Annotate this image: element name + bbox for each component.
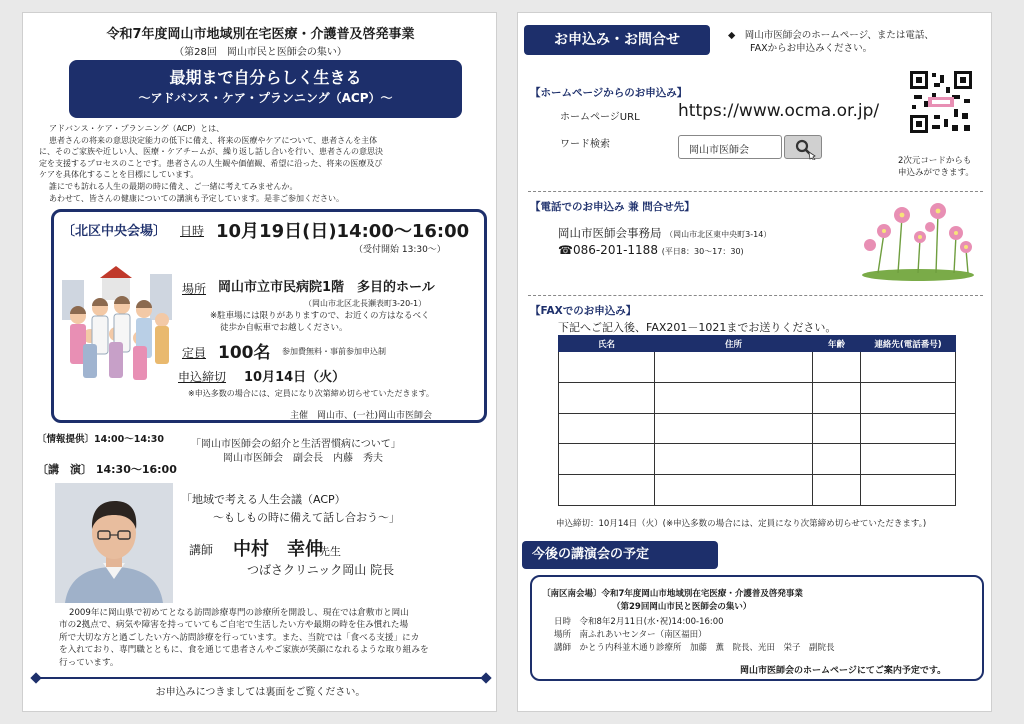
info-session-label: 〔情報提供〕14:00～14:30 [37,434,164,445]
theme-main: 最期まで自分らしく生きる [169,68,362,87]
office-name [558,225,771,241]
search-input[interactable]: 岡山市医師会 [678,135,782,159]
age-cell[interactable] [813,444,861,475]
hp-section-label: 【ホームページからのお申込み】 [530,87,688,99]
qr-note-line: 2次元コードからも [898,156,972,166]
intro-line: 誰にでも訪れる人生の最期の時に備え、ご一緒に考えてみませんか。 [49,181,298,191]
office-title: 岡山市医師会事務局 [558,226,662,240]
capacity-note: 参加費無料・事前参加申込制 [282,347,386,356]
address-cell[interactable] [655,352,813,383]
bio-line: 2009年に岡山県で初めてとなる訪問診療専門の診療所を開設し、現在では倉敷市と岡山 [69,608,409,618]
name-cell[interactable] [559,475,655,506]
lecturer-honorific: 先生 [319,545,341,558]
search-label: ワード検索 [560,139,610,150]
section-divider [528,295,983,296]
date-label: 日時 [180,224,205,238]
lecturer-name: 中村 幸伸 [233,539,323,560]
capacity-value: 100名 [218,343,271,363]
info-session-title: 「岡山市医師会の紹介と生活習慣病について」 [191,439,401,450]
phone-hours: (平日8：30～17：30) [661,247,744,256]
search-button[interactable] [784,135,822,159]
lecturer-photo [55,483,173,603]
phone-number [558,243,744,257]
parking-note: ※駐車場には限りがありますので、お近くの方はなるべく [210,311,430,321]
place-address: （岡山市北区北長瀬表町3-20-1） [304,299,427,308]
col-contact: 連絡先(電話番号) [861,336,956,352]
venue-box [51,209,487,423]
header-note-line: FAXからお申込みください。 [750,43,873,54]
lecturer-bio [59,607,479,669]
bio-line: を入れており、専門職とともに、食を通じて患者さんやご家族が笑顔になれるような取り組みを [59,645,429,656]
people-illustration-icon [60,264,174,384]
intro-line: 定を支援するプロセスのことです。患者さんの人生観や価値観、希望に沿った、将来の医療及び [39,158,383,168]
url-label: ホームページURL [560,112,640,123]
qr-code-icon[interactable] [908,69,974,135]
intro-line: に、そのご家族や近しい人、医療・ケアチームが、繰り返し話し合いを行い、患者さんの意思決 [39,147,383,157]
organizer: 主催 岡山市、(一社)岡山市医師会 [290,411,433,421]
qr-note [898,155,974,179]
address-cell[interactable] [655,382,813,413]
place-label: 場所 [182,282,207,296]
lecture-subtitle: ～もしもの時に備えて話し合おう～」 [213,511,400,524]
parking-note-2: 徒歩か自転車でお越しください。 [220,323,348,333]
table-row [559,444,956,475]
future-lecture-box [530,575,984,681]
info-session-speaker: 岡山市医師会 副会長 内藤 秀夫 [223,453,383,464]
name-cell[interactable] [559,352,655,383]
section-divider [528,191,983,192]
event-date: 10月19日(日)14:00～16:00 [216,221,470,242]
intro-line: アドバンス・ケア・プランニング（ACP）とは、 [49,124,225,133]
apply-header-note [728,29,934,55]
age-cell[interactable] [813,382,861,413]
future-lecturer: 講師 かとう内科並木通り診療所 加藤 薫 院長、光田 栄子 副院長 [554,643,835,653]
name-cell[interactable] [559,413,655,444]
col-name: 氏名 [559,336,655,352]
front-page [22,12,497,712]
bio-line: 所で大切な方と過ごしたい方へ訪問診療を行っています。また、当院では「食べる支援」にカ [59,632,420,643]
divider [35,677,487,679]
address-cell[interactable] [655,444,813,475]
office-address: （岡山市北区東中央町3-14） [665,230,772,239]
back-page [517,12,992,712]
theme-banner [69,60,462,118]
intro-line: 患者さんの将来の意思決定能力の低下に備え、将来の医療やケアについて、患者さんを主体 [49,135,378,145]
lecture-label: 〔講 演〕 14:30～16:00 [37,463,177,476]
reception-time: （受付開始 13:30～） [354,245,446,255]
name-cell[interactable] [559,444,655,475]
contact-cell[interactable] [861,413,956,444]
address-cell[interactable] [655,413,813,444]
event-subtitle: （第28回 岡山市民と医師会の集い） [174,47,347,58]
deadline-value: 10月14日（火） [244,370,346,385]
lecture-title: 「地域で考える人生会議（ACP） [181,493,346,506]
age-cell[interactable] [813,413,861,444]
future-note: 岡山市医師会のホームページにてご案内予定です。 [740,666,947,676]
contact-cell[interactable] [861,475,956,506]
fax-form-table [558,335,956,506]
acp-intro [39,123,484,204]
table-row [559,382,956,413]
phone-section-label: 【電話でのお申込み 兼 問合せ先】 [530,201,695,213]
header-note-line: ◆ 岡山市医師会のホームページ、または電話、 [728,30,934,41]
search-icon [785,136,823,160]
table-row [559,352,956,383]
future-place: 場所 南ふれあいセンター（南区福田） [554,630,707,640]
address-cell[interactable] [655,475,813,506]
age-cell[interactable] [813,475,861,506]
capacity-label: 定員 [182,346,207,360]
diamond-icon [30,672,41,683]
contact-cell[interactable] [861,382,956,413]
lecturer-clinic: つばさクリニック岡山 院長 [247,563,395,577]
fax-instruction: 下記へご記入後、FAX201－1021までお送りください。 [558,321,837,334]
fax-section-label: 【FAXでのお申込み】 [530,305,637,317]
event-place: 岡山市立市民病院1階 多目的ホール [218,280,435,295]
intro-line: あわせて、皆さんの健康についての講演も予定しています。是非ご参加ください。 [49,193,345,203]
lecturer-role: 講師 [189,543,214,557]
apply-header: お申込み・お問合せ [524,25,710,55]
table-row [559,475,956,506]
bio-line: 行っています。 [59,657,119,668]
col-address: 住所 [655,336,813,352]
fax-deadline: 申込締切：10月14日（火）(※申込多数の場合には、定員になり次第締め切らせていただきます。) [556,519,927,529]
col-age: 年齢 [813,336,861,352]
cosmos-flowers-icon [858,199,978,281]
theme-sub: ～アドバンス・ケア・プランニング（ACP）～ [138,91,393,105]
intro-line: ケアを具体化することを目標にしています。 [39,170,199,180]
venue-tag: 〔北区中央会場〕 [62,224,167,239]
overflow-note: ※申込多数の場合には、定員になり次第締め切らせていただきます。 [188,389,434,398]
deadline-label: 申込締切 [178,370,227,384]
bio-line: 市の2拠点で、病気や障害を持っていてもご自宅で生活したい方や最期の時を住み慣れた場 [59,620,409,631]
name-cell[interactable] [559,382,655,413]
homepage-url[interactable]: https://www.ocma.or.jp/ [678,101,880,121]
qr-note-line: 申込みができます。 [898,168,974,178]
future-date: 日時 令和8年2月11日(水･祝)14:00-16:00 [554,617,724,627]
event-title: 令和7年度岡山市地域別在宅医療・介護普及啓発事業 [106,27,415,42]
contact-cell[interactable] [861,444,956,475]
contact-cell[interactable] [861,352,956,383]
future-title: 〔南区南会場〕令和7年度岡山市地域別在宅医療・介護普及啓発事業 [542,589,803,599]
table-row [559,413,956,444]
back-page-note: お申込みにつきましては裏面をご覧ください。 [155,687,366,698]
diamond-icon [480,672,491,683]
age-cell[interactable] [813,352,861,383]
future-lectures-header: 今後の講演会の予定 [522,541,718,569]
future-subtitle: （第29回岡山市民と医師会の集い） [612,602,752,612]
phone-value[interactable]: ☎086-201-1188 [558,243,658,257]
